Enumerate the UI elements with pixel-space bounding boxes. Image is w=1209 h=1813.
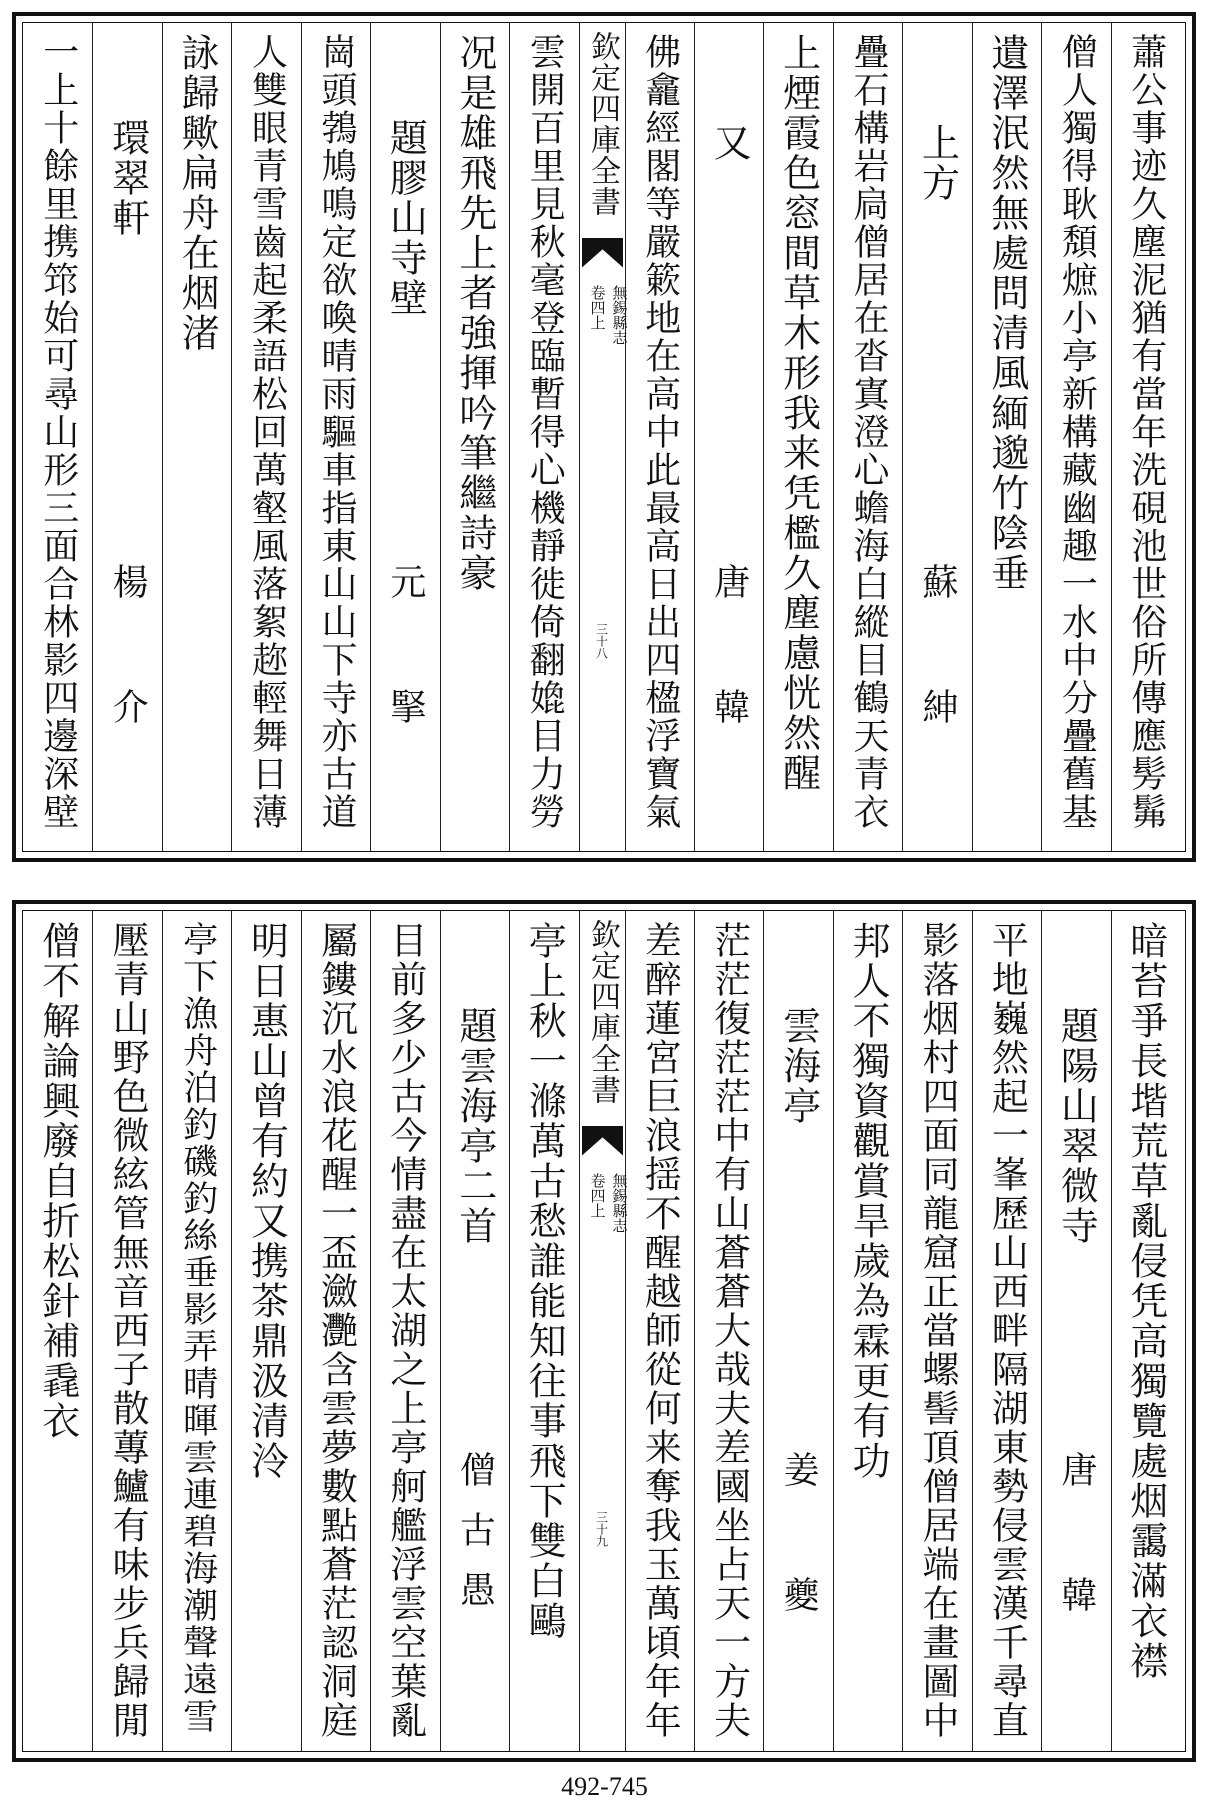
text-column <box>509 23 578 851</box>
text-column <box>92 23 161 851</box>
text-column <box>231 23 300 851</box>
text-column <box>902 23 971 851</box>
column-text: 雲開百里見秋毫登臨暫得心機靜徙倚翻嫓目力勞 <box>524 33 566 831</box>
column-text: 題雲海亭二首 <box>452 1006 497 1246</box>
text-column <box>625 911 694 1751</box>
column-text: 題陽山翠微寺 <box>1054 1006 1099 1246</box>
text-column <box>231 911 300 1751</box>
text-column <box>833 23 902 851</box>
page-number: 492-745 <box>561 1772 648 1801</box>
column-text: 平地巍然起一峯歷山西畔隔湖東勢侵雲漢千尋直 <box>985 921 1029 1740</box>
banner-volume: 卷四上 <box>588 1173 607 1218</box>
column-text: 又 <box>707 123 752 163</box>
bottom-page-frame <box>22 910 1186 1752</box>
column-text: 上煙霞色窓間草木形我来凭檻久塵慮恍然醒 <box>776 33 821 793</box>
column-text: 雲海亭 <box>776 1006 821 1126</box>
text-column <box>972 23 1041 851</box>
top-page <box>12 12 1196 862</box>
column-text: 亭下漁舟泊釣磯釣絲垂影弄晴暉雲連碧海潮聲遠雪 <box>177 921 218 1735</box>
text-column <box>694 911 763 1751</box>
text-column <box>23 23 92 851</box>
column-text: 人雙眼青雪齒起柔語松回萬壑風落絮趂輕舞日薄 <box>246 33 288 831</box>
banner-folio: 三十九 <box>594 1511 609 1547</box>
column-author: 姜 夔 <box>778 1451 820 1636</box>
column-text: 僧人獨得耿頽熫小亭新構藏幽趣一水中分疊舊基 <box>1056 33 1098 831</box>
banner-title: 欽定四庫全書 <box>585 31 620 217</box>
text-column <box>972 911 1041 1751</box>
text-column <box>301 911 370 1751</box>
text-column <box>440 23 509 851</box>
text-column <box>162 23 231 851</box>
column-author: 唐 韓 <box>1055 1451 1097 1636</box>
column-text: 遺澤泯然無處問清風緬邈竹陰垂 <box>984 33 1029 593</box>
banner-folio: 三十八 <box>594 623 609 659</box>
column-author: 楊 介 <box>107 563 149 748</box>
text-column <box>509 911 578 1751</box>
column-text: 疊石構岩扃僧居在沓寘澄心蟾海白縱目鶴天青衣 <box>848 33 890 831</box>
text-column <box>902 911 971 1751</box>
text-column <box>301 23 370 851</box>
banner-book-name: 無錫縣志 <box>610 1173 629 1233</box>
banner-title: 欽定四庫全書 <box>585 919 620 1105</box>
column-text: 目前多少古今情盡在太湖之上亭舸艦浮雲空葉亂 <box>383 921 427 1740</box>
column-text: 僧不解論興廢自折松針補毳衣 <box>35 921 80 1441</box>
column-text: 崗頭鵓鳩鳴定欲喚晴雨驅車指東山山下寺亦古道 <box>315 33 357 831</box>
text-column <box>1111 911 1180 1751</box>
column-text: 蕭公事迹久塵泥猶有當年洗硯池世俗所傳應髣髴 <box>1125 33 1167 831</box>
text-column <box>763 911 832 1751</box>
text-column <box>833 911 902 1751</box>
column-text: 况是雄飛先上者強揮吟筆繼詩豪 <box>452 33 497 593</box>
bottom-page <box>12 900 1196 1762</box>
fish-tail-ornament <box>582 238 623 272</box>
text-column <box>440 911 509 1751</box>
banner-volume: 卷四上 <box>588 285 607 330</box>
text-column <box>1041 23 1110 851</box>
column-text: 上方 <box>915 123 960 203</box>
column-author: 蘇 紳 <box>916 563 958 748</box>
column-text: 差醉蓮宮巨浪揺不醒越師從何来奪我玉萬頃年年 <box>638 921 682 1740</box>
column-text: 佛龕經閣等嚴簌地在高中此最高日出四楹浮寶氣 <box>639 33 681 831</box>
text-column <box>694 23 763 851</box>
column-text: 亭上秋一滌萬古愁誰能知往事飛下雙白鷗 <box>522 921 567 1641</box>
column-author: 元 掔 <box>384 563 426 748</box>
column-text: 茫茫復茫茫中有山蒼蒼大哉夫差國坐占天一方夫 <box>707 921 751 1740</box>
top-page-frame <box>22 22 1186 852</box>
column-text: 明日惠山曾有約又携茶鼎汲清泠 <box>244 921 289 1481</box>
text-column <box>92 911 161 1751</box>
text-column <box>1111 23 1180 851</box>
center-banner <box>579 911 629 1751</box>
text-column <box>1041 911 1110 1751</box>
text-column <box>625 23 694 851</box>
text-column <box>162 911 231 1751</box>
column-text: 邦人不獨資觀賞旱歲為霖更有功 <box>846 921 891 1481</box>
column-text: 影落烟村四面同龍窟正當螺髻頂僧居端在畫圖中 <box>915 921 959 1740</box>
center-banner <box>579 23 629 851</box>
column-author: 唐 韓 <box>708 563 750 748</box>
column-text: 壓青山野色微絃管無音西子散蓴鱸有味步兵歸閒 <box>106 921 150 1740</box>
text-column <box>370 23 439 851</box>
text-column <box>370 911 439 1751</box>
fish-tail-ornament <box>582 1126 623 1160</box>
column-text: 暗苔爭長堦荒草亂侵凭高獨覽處烟靄滿衣襟 <box>1123 921 1168 1681</box>
banner-book-name: 無錫縣志 <box>610 285 629 345</box>
column-text: 一上十餘里携筇始可尋山形三面合林影四邊深壁 <box>37 33 79 831</box>
text-column <box>23 911 92 1751</box>
column-text: 題膠山寺壁 <box>383 118 428 318</box>
column-text: 詠歸歟扁舟在烟渚 <box>175 33 220 353</box>
column-text: 環翠軒 <box>105 118 150 238</box>
text-column <box>763 23 832 851</box>
column-author: 僧古愚 <box>454 1451 496 1631</box>
column-text: 屬鏤沉水浪花醒一盃瀲灧含雲夢數點蒼茫認洞庭 <box>314 921 358 1740</box>
